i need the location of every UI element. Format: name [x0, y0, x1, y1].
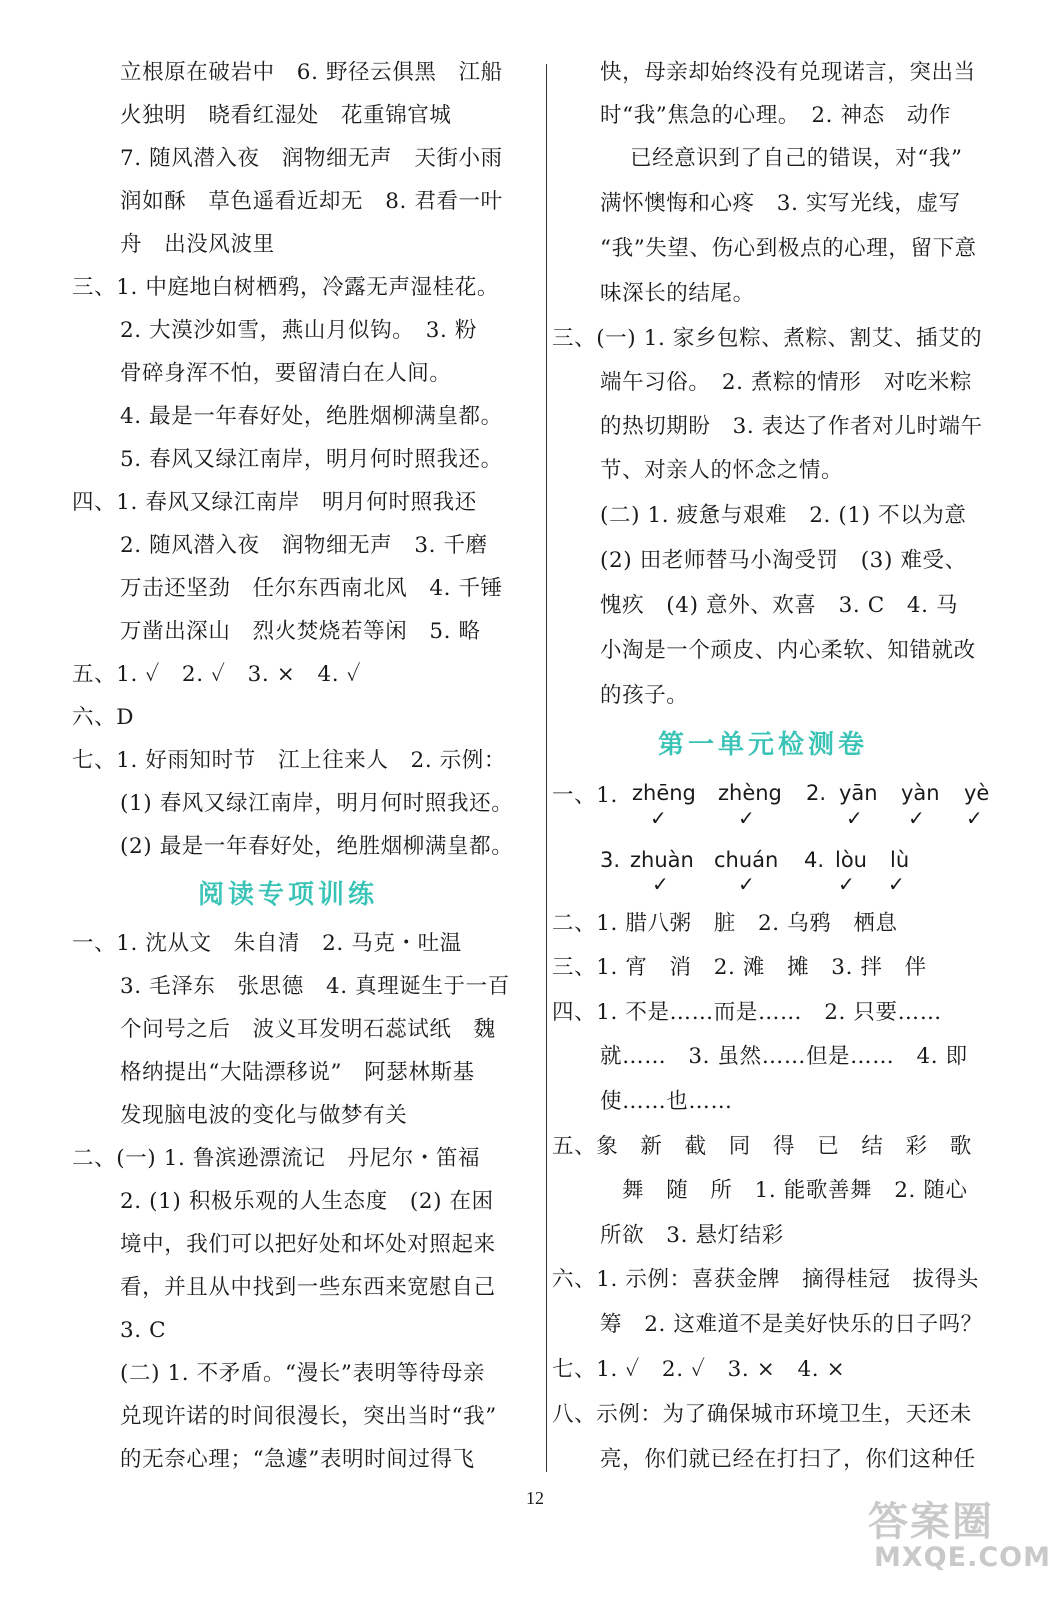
text-line: 愧疚 (4) 意外、欢喜 3. C 4. 马: [600, 593, 959, 618]
text-line: 时“我”焦急的心理。 2. 神态 动作: [600, 103, 951, 128]
section-title-reading: 阅读专项训练: [198, 880, 379, 910]
pinyin: zhēng: [632, 781, 696, 805]
text-line: 舟 出没风波里: [120, 232, 275, 257]
question-line: 六、1. 示例：喜获金牌 摘得桂冠 拔得头: [552, 1267, 979, 1292]
text-line: 5. 春风又绿江南岸，明月何时照我还。: [120, 447, 503, 472]
text-line: 端午习俗。 2. 煮粽的情形 对吃米粽: [600, 370, 972, 395]
pinyin: yè: [964, 781, 990, 805]
question-line: 四、1. 不是……而是…… 2. 只要……: [552, 1000, 942, 1025]
text-line: (二) 1. 疲惫与艰难 2. (1) 不以为意: [600, 503, 967, 528]
text-line: 2. 大漠沙如雪，燕山月似钩。 3. 粉: [120, 318, 477, 343]
text-line: 境中，我们可以把好处和坏处对照起来: [120, 1232, 496, 1257]
question-line: 三、1. 中庭地白树栖鸦，冷露无声湿桂花。: [72, 275, 499, 300]
text-line: 3. 毛泽东 张思德 4. 真理诞生于一百: [120, 974, 510, 999]
text-line: 火独明 晓看红湿处 花重锦官城: [120, 103, 452, 128]
text-line: 已经意识到了自己的错误，对“我”: [630, 146, 963, 171]
question-line: 七、1. 好雨知时节 江上往来人 2. 示例：: [72, 748, 506, 773]
text-line: 满怀懊悔和心疼 3. 实写光线，虚写: [600, 191, 961, 216]
question-label: 一、1.: [552, 783, 618, 808]
text-line: 2. (1) 积极乐观的人生态度 (2) 在困: [120, 1189, 494, 1214]
text-line: 看，并且从中找到一些东西来宽慰自己: [120, 1275, 496, 1300]
text-line: “我”失望、伤心到极点的心理，留下意: [600, 236, 977, 261]
question-line: 七、1. ✓ 2. ✓ 3. × 4. ×: [552, 1357, 846, 1382]
question-line: 三、(一) 1. 家乡包粽、煮粽、割艾、插艾的: [552, 326, 983, 351]
checkmark-icon: ✓: [966, 806, 983, 830]
question-number: 3.: [600, 848, 621, 872]
text-line: 筹 2. 这难道不是美好快乐的日子吗？: [600, 1312, 983, 1337]
question-line: 二、1. 腊八粥 脏 2. 乌鸦 栖息: [552, 911, 898, 936]
text-line: 7. 随风潜入夜 润物细无声 天街小雨: [120, 146, 503, 171]
pinyin: yān: [839, 781, 878, 805]
text-line: 节、对亲人的怀念之情。: [600, 458, 844, 483]
text-line: 3. C: [120, 1318, 167, 1343]
text-line: 格纳提出“大陆漂移说” 阿瑟林斯基: [120, 1060, 475, 1085]
text-line: 立根原在破岩中 6. 野径云俱黑 江船: [120, 60, 503, 85]
checkmark-icon: ✓: [650, 806, 667, 830]
text-line: (2) 田老师替马小淘受罚 (3) 难受、: [600, 548, 967, 573]
checkmark-icon: ✓: [888, 872, 905, 896]
pinyin: yàn: [901, 781, 940, 805]
text-line: 个问号之后 波义耳发明石蕊试纸 魏: [120, 1017, 496, 1042]
text-line: (1) 春风又绿江南岸，明月何时照我还。: [120, 791, 514, 816]
text-line: 所欲 3. 悬灯结彩: [600, 1223, 784, 1248]
question-line: 八、示例：为了确保城市环境卫生，天还未: [552, 1402, 972, 1427]
text-line: 舞 随 所 1. 能歌善舞 2. 随心: [622, 1178, 968, 1203]
checkmark-icon: ✓: [908, 806, 925, 830]
text-line: 润如酥 草色遥看近却无 8. 君看一叶: [120, 189, 503, 214]
text-line: 发现脑电波的变化与做梦有关: [120, 1103, 408, 1128]
text-line: 使……也……: [600, 1089, 733, 1114]
question-line: 四、1. 春风又绿江南岸 明月何时照我还: [72, 490, 477, 515]
watermark-text: 答案圈: [868, 1499, 994, 1545]
text-line: 的无奈心理；“急遽”表明时间过得飞: [120, 1447, 475, 1472]
text-line: 快，母亲却始终没有兑现诺言，突出当: [600, 60, 976, 85]
page-number: 12: [526, 1488, 544, 1508]
text-line: 2. 随风潜入夜 润物细无声 3. 千磨: [120, 533, 488, 558]
watermark-logo: [862, 1490, 1051, 1586]
question-line: 三、1. 宵 消 2. 滩 摊 3. 拌 伴: [552, 955, 927, 980]
checkmark-icon: ✓: [838, 872, 855, 896]
text-line: 味深长的结尾。: [600, 281, 755, 306]
question-line: 五、1. ✓ 2. ✓ 3. × 4. ✓: [72, 662, 362, 687]
checkmark-icon: ✓: [738, 806, 755, 830]
question-line: 六、D: [72, 705, 135, 730]
text-line: (2) 最是一年春好处，绝胜烟柳满皇都。: [120, 834, 514, 859]
pinyin: zhèng: [718, 781, 782, 805]
text-line: 的热切期盼 3. 表达了作者对儿时端午: [600, 414, 983, 439]
text-line: 就…… 3. 虽然……但是…… 4. 即: [600, 1044, 968, 1069]
watermark-url: MXQE.COM: [874, 1542, 1051, 1573]
section-title-unit-test: 第一单元检测卷: [658, 730, 869, 760]
question-line: 五、象 新 截 同 得 已 结 彩 歌: [552, 1134, 972, 1159]
text-line: 的孩子。: [600, 683, 689, 708]
pinyin: chuán: [714, 848, 779, 872]
text-line: (二) 1. 不矛盾。“漫长”表明等待母亲: [120, 1361, 486, 1386]
text-line: 万击还坚劲 任尔东西南北风 4. 千锤: [120, 576, 503, 601]
question-number: 2.: [806, 781, 827, 805]
pinyin: lù: [890, 848, 910, 872]
text-line: 骨碎身浑不怕，要留清白在人间。: [120, 361, 452, 386]
question-line: 一、1. 沈从文 朱自清 2. 马克・吐温: [72, 931, 462, 956]
checkmark-icon: ✓: [652, 872, 669, 896]
pinyin: zhuàn: [630, 848, 694, 872]
text-line: 亮，你们就已经在打扫了，你们这种任: [600, 1447, 976, 1472]
text-line: 4. 最是一年春好处，绝胜烟柳满皇都。: [120, 404, 503, 429]
text-line: 兑现许诺的时间很漫长，突出当时“我”: [120, 1404, 497, 1429]
question-number: 4.: [804, 848, 825, 872]
text-line: 小淘是一个顽皮、内心柔软、知错就改: [600, 638, 976, 663]
pinyin: lòu: [835, 848, 867, 872]
column-divider: [546, 64, 547, 1472]
text-line: 万凿出深山 烈火焚烧若等闲 5. 略: [120, 619, 481, 644]
checkmark-icon: ✓: [738, 872, 755, 896]
question-line: 二、(一) 1. 鲁滨逊漂流记 丹尼尔・笛福: [72, 1146, 481, 1171]
checkmark-icon: ✓: [846, 806, 863, 830]
